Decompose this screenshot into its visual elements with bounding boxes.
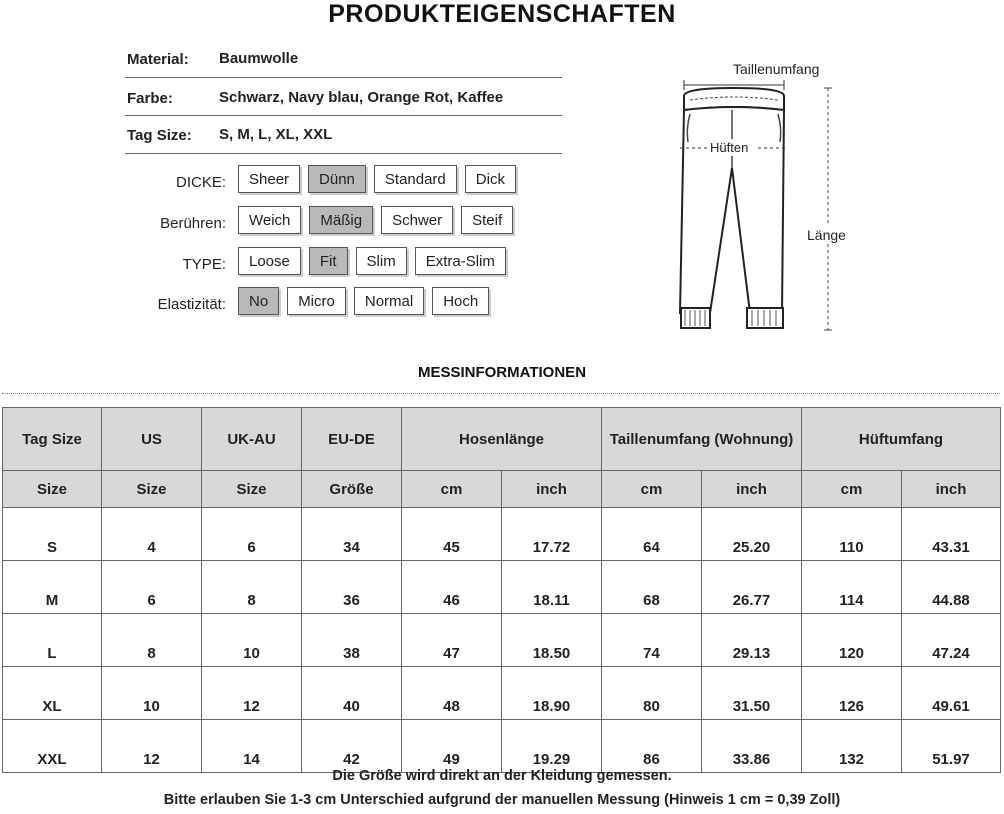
pants-diagram bbox=[660, 58, 860, 338]
waist-label: Taillenumfang bbox=[733, 61, 820, 77]
subheader-cell: inch bbox=[902, 471, 1001, 508]
touch-options bbox=[238, 206, 513, 234]
tag-size-value: S, M, L, XL, XXL bbox=[219, 126, 333, 143]
table-cell: 43.31 bbox=[902, 508, 1001, 561]
table-cell: 26.77 bbox=[702, 561, 802, 614]
header-hip: Hüftumfang bbox=[802, 408, 1001, 471]
footnote-measure: Die Größe wird direkt an der Kleidung gemessen. bbox=[332, 768, 672, 784]
color-value: Schwarz, Navy blau, Orange Rot, Kaffee bbox=[219, 89, 504, 106]
table-cell: 12 bbox=[102, 720, 202, 773]
table-cell: 17.72 bbox=[502, 508, 602, 561]
subheader-cell: cm bbox=[802, 471, 902, 508]
subheader-cell: inch bbox=[702, 471, 802, 508]
table-cell: 49 bbox=[402, 720, 502, 773]
elasticity-options bbox=[238, 287, 489, 315]
table-subheader-row bbox=[3, 471, 1001, 508]
subheader-cell: Größe bbox=[302, 471, 402, 508]
header-waist: Taillenumfang (Wohnung) bbox=[602, 408, 802, 471]
option-micro: Micro bbox=[287, 287, 346, 315]
table-cell: 120 bbox=[802, 614, 902, 667]
divider bbox=[125, 77, 562, 78]
subheader-cell: Size bbox=[102, 471, 202, 508]
table-cell: 25.20 bbox=[702, 508, 802, 561]
table-cell: 46 bbox=[402, 561, 502, 614]
type-label: TYPE: bbox=[182, 256, 226, 273]
table-cell: 12 bbox=[202, 667, 302, 720]
table-row bbox=[3, 720, 1001, 773]
option-no-selected: No bbox=[238, 287, 279, 315]
option-standard: Standard bbox=[374, 165, 457, 193]
header-pants-length: Hosenlänge bbox=[402, 408, 602, 471]
table-cell: 8 bbox=[202, 561, 302, 614]
table-cell: 6 bbox=[202, 508, 302, 561]
table-cell: 48 bbox=[402, 667, 502, 720]
option-soft: Weich bbox=[238, 206, 301, 234]
table-cell: 18.50 bbox=[502, 614, 602, 667]
table-cell: 80 bbox=[602, 667, 702, 720]
hip-label: Hüften bbox=[710, 140, 749, 155]
footnote-tolerance: Bitte erlauben Sie 1-3 cm Unterschied aufgrund der manuellen Messung (Hinweis 1 cm = 0,39 Zoll) bbox=[163, 792, 841, 808]
option-stiff: Steif bbox=[461, 206, 513, 234]
table-cell: 47 bbox=[402, 614, 502, 667]
table-row bbox=[3, 561, 1001, 614]
option-sheer: Sheer bbox=[238, 165, 300, 193]
table-row bbox=[3, 508, 1001, 561]
table-cell: 19.29 bbox=[502, 720, 602, 773]
table-cell: 10 bbox=[202, 614, 302, 667]
touch-label: Berühren: bbox=[160, 215, 226, 232]
material-label: Material: bbox=[127, 51, 189, 68]
table-cell: 132 bbox=[802, 720, 902, 773]
table-cell: 49.61 bbox=[902, 667, 1001, 720]
table-cell: 33.86 bbox=[702, 720, 802, 773]
option-normal: Normal bbox=[354, 287, 424, 315]
table-cell: 68 bbox=[602, 561, 702, 614]
table-cell: 45 bbox=[402, 508, 502, 561]
length-label: Länge bbox=[807, 227, 846, 243]
table-cell: M bbox=[3, 561, 102, 614]
dotted-divider bbox=[2, 393, 1000, 394]
table-cell: 8 bbox=[102, 614, 202, 667]
option-high: Hoch bbox=[432, 287, 489, 315]
table-cell: 64 bbox=[602, 508, 702, 561]
table-cell: 18.11 bbox=[502, 561, 602, 614]
option-slim: Slim bbox=[356, 247, 407, 275]
option-thin-selected: Dünn bbox=[308, 165, 366, 193]
table-cell: 38 bbox=[302, 614, 402, 667]
table-header-row bbox=[3, 408, 1001, 471]
table-cell: XXL bbox=[3, 720, 102, 773]
option-extra-slim: Extra-Slim bbox=[415, 247, 506, 275]
type-options bbox=[238, 247, 506, 275]
table-cell: 31.50 bbox=[702, 667, 802, 720]
option-fit-selected: Fit bbox=[309, 247, 348, 275]
subheader-cell: cm bbox=[402, 471, 502, 508]
option-thick: Dick bbox=[465, 165, 516, 193]
subheader-cell: Size bbox=[202, 471, 302, 508]
table-row bbox=[3, 614, 1001, 667]
table-row bbox=[3, 667, 1001, 720]
size-table bbox=[2, 407, 1001, 773]
table-cell: 74 bbox=[602, 614, 702, 667]
table-cell: 29.13 bbox=[702, 614, 802, 667]
table-cell: L bbox=[3, 614, 102, 667]
header-tag-size: Tag Size bbox=[3, 408, 102, 471]
table-cell: 6 bbox=[102, 561, 202, 614]
color-label: Farbe: bbox=[127, 90, 173, 107]
table-cell: 10 bbox=[102, 667, 202, 720]
divider bbox=[125, 153, 562, 154]
tag-size-label: Tag Size: bbox=[127, 127, 192, 144]
table-cell: XL bbox=[3, 667, 102, 720]
page-title: PRODUKTEIGENSCHAFTEN bbox=[328, 0, 676, 28]
header-us: US bbox=[102, 408, 202, 471]
material-value: Baumwolle bbox=[219, 50, 299, 67]
table-cell: 14 bbox=[202, 720, 302, 773]
table-cell: S bbox=[3, 508, 102, 561]
thickness-label: DICKE: bbox=[175, 174, 226, 191]
header-uk-au: UK-AU bbox=[202, 408, 302, 471]
subheader-cell: inch bbox=[502, 471, 602, 508]
measurement-section-title: MESSINFORMATIONEN bbox=[417, 364, 587, 381]
header-eu-de: EU-DE bbox=[302, 408, 402, 471]
table-cell: 44.88 bbox=[902, 561, 1001, 614]
table-cell: 86 bbox=[602, 720, 702, 773]
option-loose: Loose bbox=[238, 247, 301, 275]
table-cell: 126 bbox=[802, 667, 902, 720]
subheader-cell: cm bbox=[602, 471, 702, 508]
divider bbox=[125, 115, 562, 116]
subheader-cell: Size bbox=[3, 471, 102, 508]
option-heavy: Schwer bbox=[381, 206, 453, 234]
table-cell: 42 bbox=[302, 720, 402, 773]
table-cell: 18.90 bbox=[502, 667, 602, 720]
table-cell: 36 bbox=[302, 561, 402, 614]
elasticity-label: Elastizität: bbox=[157, 296, 226, 313]
table-cell: 114 bbox=[802, 561, 902, 614]
table-cell: 40 bbox=[302, 667, 402, 720]
option-moderate-selected: Mäßig bbox=[309, 206, 373, 234]
thickness-options bbox=[238, 165, 516, 193]
table-cell: 51.97 bbox=[902, 720, 1001, 773]
table-cell: 34 bbox=[302, 508, 402, 561]
table-cell: 4 bbox=[102, 508, 202, 561]
table-cell: 47.24 bbox=[902, 614, 1001, 667]
table-cell: 110 bbox=[802, 508, 902, 561]
